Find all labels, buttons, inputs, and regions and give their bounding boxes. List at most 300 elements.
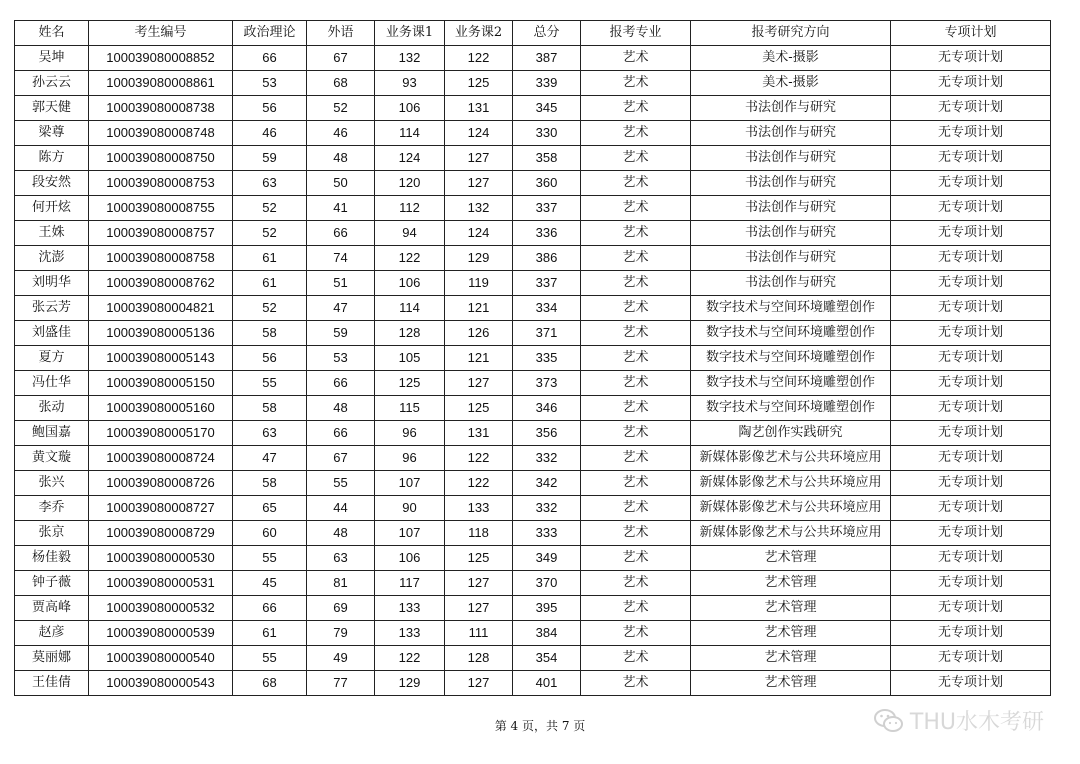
table-cell: 125 — [445, 396, 513, 421]
table-cell: 126 — [445, 321, 513, 346]
table-cell: 新媒体影像艺术与公共环境应用 — [691, 471, 891, 496]
table-row — [15, 646, 1051, 671]
table-cell: 冯仕华 — [15, 371, 89, 396]
table-cell: 48 — [307, 146, 375, 171]
table-cell: 66 — [307, 371, 375, 396]
table-cell: 129 — [375, 671, 445, 696]
table-cell: 艺术 — [581, 96, 691, 121]
table-cell: 46 — [233, 121, 307, 146]
table-cell: 370 — [513, 571, 581, 596]
table-cell: 无专项计划 — [891, 171, 1051, 196]
table-cell: 360 — [513, 171, 581, 196]
table-cell: 51 — [307, 271, 375, 296]
table-cell: 79 — [307, 621, 375, 646]
table-cell: 黄文璇 — [15, 446, 89, 471]
table-cell: 100039080005143 — [89, 346, 233, 371]
table-cell: 钟子薇 — [15, 571, 89, 596]
table-cell: 68 — [307, 71, 375, 96]
table-cell: 艺术 — [581, 646, 691, 671]
table-cell: 106 — [375, 271, 445, 296]
table-cell: 133 — [375, 621, 445, 646]
table-cell: 100039080000543 — [89, 671, 233, 696]
table-row — [15, 121, 1051, 146]
table-cell: 96 — [375, 421, 445, 446]
watermark-text: THU水木考研 — [909, 710, 1044, 735]
table-cell: 117 — [375, 571, 445, 596]
table-cell: 100039080000530 — [89, 546, 233, 571]
table-row — [15, 196, 1051, 221]
score-table — [14, 20, 1051, 696]
table-cell: 133 — [375, 596, 445, 621]
column-header: 专项计划 — [891, 21, 1051, 46]
table-cell: 354 — [513, 646, 581, 671]
table-cell: 47 — [307, 296, 375, 321]
table-cell: 100039080008738 — [89, 96, 233, 121]
table-cell: 58 — [233, 396, 307, 421]
table-row — [15, 221, 1051, 246]
table-cell: 美术-摄影 — [691, 46, 891, 71]
table-cell: 59 — [233, 146, 307, 171]
table-cell: 330 — [513, 121, 581, 146]
table-row — [15, 471, 1051, 496]
column-header: 报考研究方向 — [691, 21, 891, 46]
table-cell: 100039080008757 — [89, 221, 233, 246]
table-cell: 112 — [375, 196, 445, 221]
table-cell: 无专项计划 — [891, 296, 1051, 321]
table-cell: 334 — [513, 296, 581, 321]
table-cell: 新媒体影像艺术与公共环境应用 — [691, 496, 891, 521]
table-cell: 艺术 — [581, 271, 691, 296]
table-cell: 106 — [375, 546, 445, 571]
table-cell: 127 — [445, 596, 513, 621]
table-cell: 48 — [307, 521, 375, 546]
table-cell: 艺术 — [581, 671, 691, 696]
table-cell: 63 — [233, 171, 307, 196]
table-row — [15, 621, 1051, 646]
table-cell: 124 — [445, 221, 513, 246]
table-cell: 张云芳 — [15, 296, 89, 321]
table-cell: 61 — [233, 621, 307, 646]
table-cell: 127 — [445, 371, 513, 396]
table-cell: 133 — [445, 496, 513, 521]
table-cell: 61 — [233, 246, 307, 271]
table-cell: 无专项计划 — [891, 196, 1051, 221]
table-cell: 艺术 — [581, 46, 691, 71]
table-row — [15, 671, 1051, 696]
table-cell: 艺术 — [581, 321, 691, 346]
table-cell: 333 — [513, 521, 581, 546]
table-cell: 无专项计划 — [891, 446, 1051, 471]
table-cell: 无专项计划 — [891, 321, 1051, 346]
column-header: 报考专业 — [581, 21, 691, 46]
table-cell: 127 — [445, 146, 513, 171]
table-cell: 无专项计划 — [891, 46, 1051, 71]
table-cell: 书法创作与研究 — [691, 96, 891, 121]
table-cell: 夏方 — [15, 346, 89, 371]
table-cell: 莫丽娜 — [15, 646, 89, 671]
table-cell: 刘明华 — [15, 271, 89, 296]
table-cell: 124 — [445, 121, 513, 146]
table-cell: 数字技术与空间环境雕塑创作 — [691, 396, 891, 421]
table-cell: 55 — [233, 546, 307, 571]
table-cell: 艺术 — [581, 221, 691, 246]
table-cell: 无专项计划 — [891, 546, 1051, 571]
table-cell: 107 — [375, 471, 445, 496]
table-cell: 337 — [513, 271, 581, 296]
table-row — [15, 271, 1051, 296]
table-cell: 47 — [233, 446, 307, 471]
table-cell: 艺术管理 — [691, 646, 891, 671]
table-cell: 74 — [307, 246, 375, 271]
table-cell: 艺术 — [581, 596, 691, 621]
table-cell: 书法创作与研究 — [691, 146, 891, 171]
column-header: 姓名 — [15, 21, 89, 46]
table-cell: 401 — [513, 671, 581, 696]
table-cell: 张京 — [15, 521, 89, 546]
table-cell: 美术-摄影 — [691, 71, 891, 96]
table-cell: 52 — [233, 221, 307, 246]
table-cell: 131 — [445, 421, 513, 446]
table-cell: 114 — [375, 121, 445, 146]
table-row — [15, 446, 1051, 471]
table-cell: 122 — [445, 46, 513, 71]
table-cell: 66 — [307, 421, 375, 446]
table-cell: 100039080005170 — [89, 421, 233, 446]
column-header: 总分 — [513, 21, 581, 46]
table-cell: 386 — [513, 246, 581, 271]
table-cell: 书法创作与研究 — [691, 171, 891, 196]
table-cell: 69 — [307, 596, 375, 621]
table-cell: 吴坤 — [15, 46, 89, 71]
table-cell: 艺术 — [581, 246, 691, 271]
table-cell: 384 — [513, 621, 581, 646]
table-row — [15, 496, 1051, 521]
table-cell: 60 — [233, 521, 307, 546]
table-row — [15, 46, 1051, 71]
table-cell: 艺术 — [581, 621, 691, 646]
table-cell: 陈方 — [15, 146, 89, 171]
table-cell: 陶艺创作实践研究 — [691, 421, 891, 446]
table-cell: 鲍国嘉 — [15, 421, 89, 446]
table-cell: 无专项计划 — [891, 496, 1051, 521]
table-cell: 孙云云 — [15, 71, 89, 96]
table-cell: 100039080000531 — [89, 571, 233, 596]
table-cell: 无专项计划 — [891, 371, 1051, 396]
table-cell: 127 — [445, 171, 513, 196]
table-cell: 艺术 — [581, 171, 691, 196]
table-cell: 67 — [307, 46, 375, 71]
table-cell: 100039080008762 — [89, 271, 233, 296]
table-cell: 115 — [375, 396, 445, 421]
table-cell: 128 — [375, 321, 445, 346]
table-cell: 无专项计划 — [891, 646, 1051, 671]
table-cell: 艺术管理 — [691, 671, 891, 696]
table-cell: 66 — [307, 221, 375, 246]
table-cell: 106 — [375, 96, 445, 121]
table-cell: 129 — [445, 246, 513, 271]
table-cell: 118 — [445, 521, 513, 546]
table-cell: 61 — [233, 271, 307, 296]
table-cell: 50 — [307, 171, 375, 196]
table-cell: 67 — [307, 446, 375, 471]
table-cell: 66 — [233, 46, 307, 71]
table-cell: 55 — [233, 371, 307, 396]
table-cell: 339 — [513, 71, 581, 96]
table-cell: 李乔 — [15, 496, 89, 521]
table-cell: 100039080008748 — [89, 121, 233, 146]
table-cell: 332 — [513, 496, 581, 521]
table-cell: 沈澎 — [15, 246, 89, 271]
table-cell: 127 — [445, 671, 513, 696]
table-cell: 49 — [307, 646, 375, 671]
table-cell: 杨佳毅 — [15, 546, 89, 571]
table-row — [15, 396, 1051, 421]
table-cell: 68 — [233, 671, 307, 696]
table-cell: 52 — [233, 196, 307, 221]
table-row — [15, 346, 1051, 371]
table-cell: 132 — [375, 46, 445, 71]
table-cell: 艺术 — [581, 446, 691, 471]
table-cell: 艺术 — [581, 396, 691, 421]
table-cell: 数字技术与空间环境雕塑创作 — [691, 321, 891, 346]
table-row — [15, 71, 1051, 96]
table-body — [15, 46, 1051, 696]
table-row — [15, 546, 1051, 571]
table-cell: 56 — [233, 96, 307, 121]
table-cell: 艺术 — [581, 571, 691, 596]
table-row — [15, 421, 1051, 446]
table-cell: 44 — [307, 496, 375, 521]
table-cell: 125 — [445, 71, 513, 96]
table-cell: 艺术管理 — [691, 546, 891, 571]
table-cell: 100039080008753 — [89, 171, 233, 196]
table-cell: 125 — [375, 371, 445, 396]
table-cell: 345 — [513, 96, 581, 121]
table-row — [15, 171, 1051, 196]
table-cell: 艺术 — [581, 471, 691, 496]
table-cell: 无专项计划 — [891, 71, 1051, 96]
table-cell: 何开炫 — [15, 196, 89, 221]
table-cell: 55 — [233, 646, 307, 671]
table-row — [15, 596, 1051, 621]
table-cell: 77 — [307, 671, 375, 696]
page-number: 第 4 页，共 7 页 — [494, 719, 586, 733]
table-cell: 艺术 — [581, 521, 691, 546]
table-cell: 58 — [233, 471, 307, 496]
table-cell: 90 — [375, 496, 445, 521]
table-cell: 119 — [445, 271, 513, 296]
table-cell: 无专项计划 — [891, 396, 1051, 421]
table-row — [15, 246, 1051, 271]
column-header: 业务课1 — [375, 21, 445, 46]
table-cell: 387 — [513, 46, 581, 71]
table-cell: 艺术 — [581, 346, 691, 371]
table-cell: 书法创作与研究 — [691, 221, 891, 246]
table-cell: 无专项计划 — [891, 96, 1051, 121]
table-cell: 艺术 — [581, 121, 691, 146]
table-cell: 数字技术与空间环境雕塑创作 — [691, 371, 891, 396]
table-header-row — [15, 21, 1051, 46]
table-cell: 艺术 — [581, 146, 691, 171]
table-cell: 数字技术与空间环境雕塑创作 — [691, 346, 891, 371]
table-cell: 81 — [307, 571, 375, 596]
table-cell: 张动 — [15, 396, 89, 421]
table-cell: 100039080008726 — [89, 471, 233, 496]
table-cell: 书法创作与研究 — [691, 271, 891, 296]
table-cell: 100039080008729 — [89, 521, 233, 546]
table-cell: 无专项计划 — [891, 421, 1051, 446]
table-cell: 122 — [445, 446, 513, 471]
table-cell: 94 — [375, 221, 445, 246]
table-cell: 55 — [307, 471, 375, 496]
table-cell: 346 — [513, 396, 581, 421]
column-header: 业务课2 — [445, 21, 513, 46]
table-cell: 45 — [233, 571, 307, 596]
table-cell: 100039080008724 — [89, 446, 233, 471]
table-cell: 数字技术与空间环境雕塑创作 — [691, 296, 891, 321]
table-cell: 349 — [513, 546, 581, 571]
table-cell: 120 — [375, 171, 445, 196]
table-cell: 艺术管理 — [691, 571, 891, 596]
table-cell: 122 — [375, 246, 445, 271]
table-cell: 赵彦 — [15, 621, 89, 646]
table-cell: 100039080005150 — [89, 371, 233, 396]
table-cell: 107 — [375, 521, 445, 546]
table-cell: 无专项计划 — [891, 146, 1051, 171]
watermark — [874, 705, 1044, 736]
table-cell: 58 — [233, 321, 307, 346]
table-cell: 53 — [307, 346, 375, 371]
table-cell: 63 — [233, 421, 307, 446]
table-cell: 艺术 — [581, 296, 691, 321]
table-cell: 艺术管理 — [691, 596, 891, 621]
table-cell: 46 — [307, 121, 375, 146]
table-cell: 128 — [445, 646, 513, 671]
table-cell: 无专项计划 — [891, 621, 1051, 646]
table-cell: 艺术 — [581, 496, 691, 521]
table-cell: 358 — [513, 146, 581, 171]
column-header: 外语 — [307, 21, 375, 46]
table-cell: 356 — [513, 421, 581, 446]
table-cell: 332 — [513, 446, 581, 471]
table-cell: 艺术 — [581, 196, 691, 221]
table-cell: 66 — [233, 596, 307, 621]
table-cell: 93 — [375, 71, 445, 96]
table-cell: 53 — [233, 71, 307, 96]
table-cell: 100039080005160 — [89, 396, 233, 421]
table-cell: 41 — [307, 196, 375, 221]
table-row — [15, 146, 1051, 171]
table-row — [15, 571, 1051, 596]
table-cell: 艺术 — [581, 71, 691, 96]
table-cell: 100039080008727 — [89, 496, 233, 521]
table-row — [15, 296, 1051, 321]
table-cell: 无专项计划 — [891, 471, 1051, 496]
table-cell: 121 — [445, 296, 513, 321]
table-cell: 48 — [307, 396, 375, 421]
table-cell: 122 — [375, 646, 445, 671]
table-cell: 张兴 — [15, 471, 89, 496]
table-cell: 郭天健 — [15, 96, 89, 121]
table-cell: 122 — [445, 471, 513, 496]
table-cell: 无专项计划 — [891, 596, 1051, 621]
table-cell: 131 — [445, 96, 513, 121]
table-cell: 无专项计划 — [891, 221, 1051, 246]
table-cell: 124 — [375, 146, 445, 171]
table-cell: 63 — [307, 546, 375, 571]
table-cell: 王佳倩 — [15, 671, 89, 696]
table-cell: 127 — [445, 571, 513, 596]
table-cell: 336 — [513, 221, 581, 246]
table-cell: 艺术 — [581, 371, 691, 396]
table-row — [15, 371, 1051, 396]
table-cell: 342 — [513, 471, 581, 496]
table-cell: 刘盛佳 — [15, 321, 89, 346]
table-cell: 59 — [307, 321, 375, 346]
table-cell: 无专项计划 — [891, 121, 1051, 146]
table-cell: 100039080008852 — [89, 46, 233, 71]
table-cell: 335 — [513, 346, 581, 371]
table-cell: 段安然 — [15, 171, 89, 196]
table-row — [15, 521, 1051, 546]
table-cell: 111 — [445, 621, 513, 646]
table-cell: 书法创作与研究 — [691, 121, 891, 146]
table-cell: 书法创作与研究 — [691, 246, 891, 271]
table-cell: 121 — [445, 346, 513, 371]
table-cell: 100039080008750 — [89, 146, 233, 171]
table-cell: 125 — [445, 546, 513, 571]
table-cell: 52 — [233, 296, 307, 321]
table-cell: 373 — [513, 371, 581, 396]
table-cell: 书法创作与研究 — [691, 196, 891, 221]
table-cell: 王姝 — [15, 221, 89, 246]
table-cell: 96 — [375, 446, 445, 471]
wechat-icon — [874, 708, 904, 734]
table-cell: 395 — [513, 596, 581, 621]
table-cell: 52 — [307, 96, 375, 121]
table-cell: 艺术管理 — [691, 621, 891, 646]
column-header: 政治理论 — [233, 21, 307, 46]
table-cell: 艺术 — [581, 546, 691, 571]
table-cell: 新媒体影像艺术与公共环境应用 — [691, 446, 891, 471]
table-cell: 337 — [513, 196, 581, 221]
table-cell: 105 — [375, 346, 445, 371]
table-cell: 无专项计划 — [891, 246, 1051, 271]
table-cell: 无专项计划 — [891, 271, 1051, 296]
table-cell: 132 — [445, 196, 513, 221]
table-cell: 100039080000539 — [89, 621, 233, 646]
table-cell: 371 — [513, 321, 581, 346]
table-cell: 100039080008758 — [89, 246, 233, 271]
table-cell: 100039080000532 — [89, 596, 233, 621]
table-cell: 114 — [375, 296, 445, 321]
table-row — [15, 321, 1051, 346]
table-cell: 56 — [233, 346, 307, 371]
table-cell: 100039080008755 — [89, 196, 233, 221]
table-cell: 无专项计划 — [891, 521, 1051, 546]
table-cell: 无专项计划 — [891, 571, 1051, 596]
table-cell: 无专项计划 — [891, 671, 1051, 696]
table-cell: 100039080000540 — [89, 646, 233, 671]
table-cell: 65 — [233, 496, 307, 521]
table-cell: 100039080004821 — [89, 296, 233, 321]
table-cell: 新媒体影像艺术与公共环境应用 — [691, 521, 891, 546]
table-row — [15, 96, 1051, 121]
column-header: 考生编号 — [89, 21, 233, 46]
table-cell: 无专项计划 — [891, 346, 1051, 371]
table-cell: 梁尊 — [15, 121, 89, 146]
table-cell: 艺术 — [581, 421, 691, 446]
